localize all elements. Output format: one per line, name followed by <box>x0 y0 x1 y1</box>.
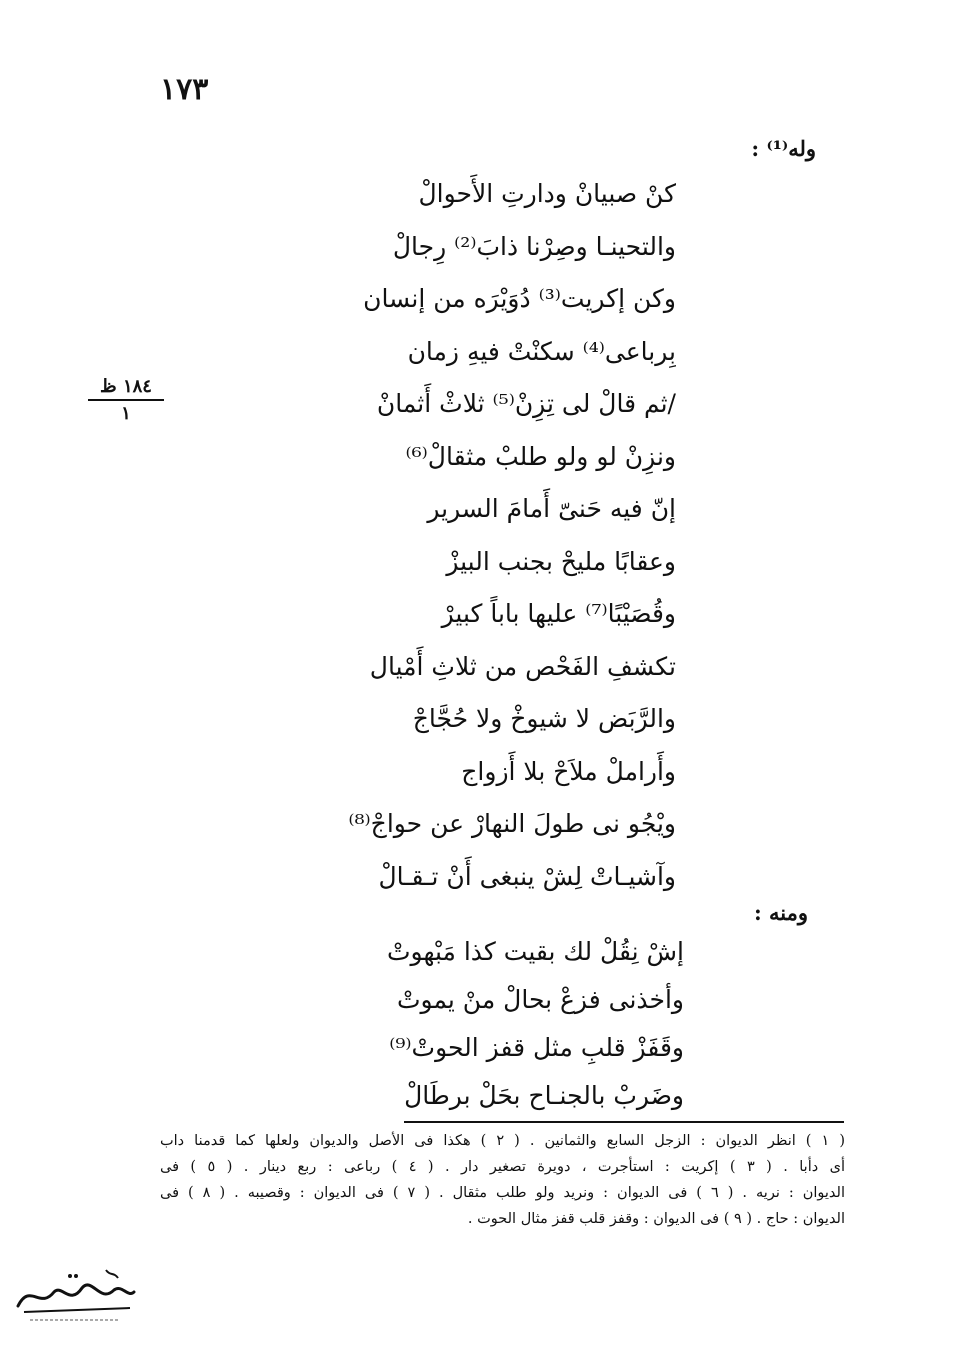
footnote-line: أى دأبا . ( ٣ ) إكريت : استأجرت ، دويرة تصغير دار . ( ٤ ) رباعى : ربع دينار . ( ٥ ) فى <box>160 1159 845 1175</box>
verse-line: وآشيـاتْ لِشْ ينبغى أَنْ تـقـالْ <box>378 861 676 891</box>
verse-line: بِرباعى⁽⁴⁾ سكنْتْ فيهِ زمان <box>407 336 676 366</box>
folio-reference: ١٨٤ ظ <box>88 376 164 401</box>
verse-line: والتحينـا وصِرْنا ذابَ⁽²⁾ رِجالْ <box>392 231 676 261</box>
verse-line: وضَربْ بالجنـاح بحَلْ برطَالْ <box>404 1081 684 1110</box>
footnote-line: ( ١ ) انظر الديوان : الزجل السابع والثمانين . ( ٢ ) هكذا فى الأصل والديوان ولعلها كما قدمنا داب <box>160 1133 845 1149</box>
verse-line: إشْ نِقُلْ لك بقيت كذا مَبْهوتْ <box>387 937 684 966</box>
verse-line: ويْجُو نى طولَ النهارْ عن حواجْ⁽⁸⁾ <box>348 809 676 838</box>
verse-line: وعقابًا مليحْ بجنب البيزْ <box>446 546 676 576</box>
verse-line: وقُصَيْبًا⁽⁷⁾ عليها باباً كبيرْ <box>441 599 676 628</box>
section-heading-wa-lahu: وله⁽¹⁾ : <box>751 136 816 161</box>
verse-line: والرَّبَض لا شيوخْ ولا حُجَّاجْ <box>412 704 676 733</box>
verse-line: وأَراملْ ملاَحْ بلا أَزواج <box>461 756 676 786</box>
footnote-divider <box>404 1121 844 1123</box>
folio-sub-reference: ١ <box>121 403 131 424</box>
poem-block-1 <box>256 168 676 903</box>
verse-line: كنْ صبيانْ ودارتِ الأَحوالْ <box>418 179 676 208</box>
page-number: ١٧٣ <box>160 72 209 107</box>
verse-line: إنّ فيه حَنىّ أَمامَ السرير <box>427 494 676 523</box>
verse-line: /ثم قالْ لى تِزِنْ⁽⁵⁾ ثلاثْ أَثمانْ <box>376 389 676 418</box>
verse-line: ونزِنْ لو ولو طلبْ مثقالْ⁽⁶⁾ <box>405 441 676 471</box>
section-heading-wa-minhu: ومنه : <box>753 900 808 925</box>
footnote-line: الديوان : حاج . ( ٩ ) فى الديوان : وقفز قلب قفز مثال الحوت . <box>467 1211 845 1227</box>
library-stamp-logo <box>10 1262 140 1324</box>
poem-block-2 <box>244 928 684 1120</box>
margin-folio-note <box>88 376 164 424</box>
verse-line: تكشفِ الفَحْص من ثلاثِ أَمْيال <box>369 651 676 681</box>
verse-line: وأخذنى فزعْ بحالْ منْ يموتْ <box>397 985 684 1014</box>
verse-line: وكن إكريت⁽³⁾ دُوَيْرَه من إنسان <box>363 284 676 313</box>
verse-line: وقَفَزْ قلبِ مثل قفز الحوتْ⁽⁹⁾ <box>389 1033 684 1062</box>
footnote-line: الديوان : نريه . ( ٦ ) فى الديوان : ونريد ولو طلب مثقال . ( ٧ ) فى الديوان : وقصيبه . ( ٨ ) فى <box>160 1185 845 1201</box>
footnotes <box>160 1128 845 1232</box>
